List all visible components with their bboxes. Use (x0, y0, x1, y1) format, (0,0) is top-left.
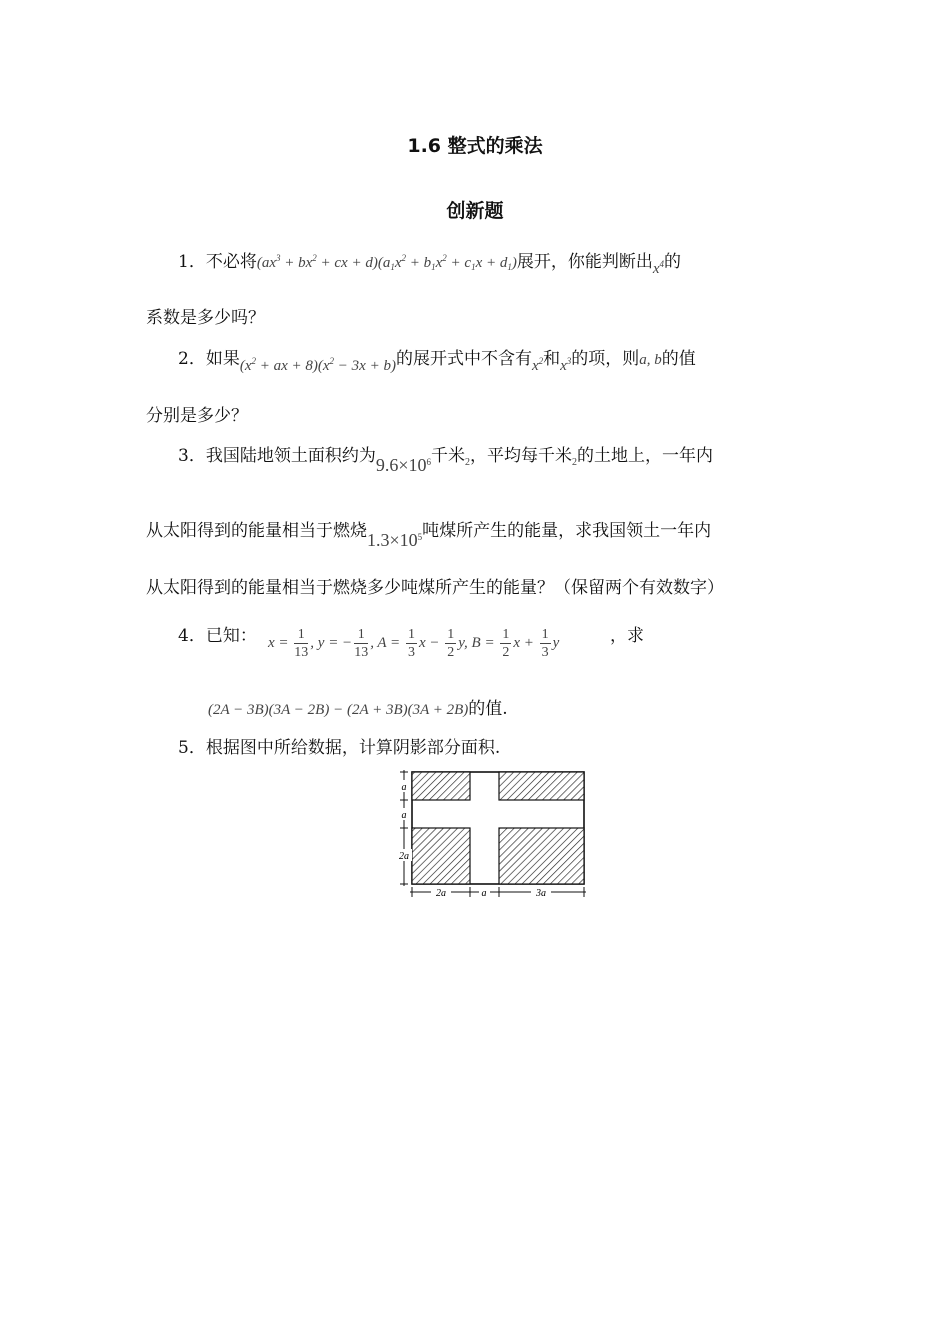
question-1-line-2: 系数是多少吗？ (146, 308, 265, 328)
question-2-prefix: 如果 (205, 349, 240, 369)
bottom-label-1: 2a (436, 888, 446, 899)
page-title: 1.6 整式的乘法 (407, 135, 543, 157)
question-2-line-1 (178, 343, 696, 372)
question-2-end: 的值 (661, 349, 696, 369)
question-1-x4: $x^4$ (652, 259, 665, 277)
question-3-prefix: 我国陆地领土面积约为 (205, 446, 376, 466)
question-2-mid: 的展开式中不含有 (395, 349, 532, 369)
shaded-region-top-left (412, 772, 470, 800)
question-3-comma: ，平均每千米 (469, 446, 572, 466)
question-2-expression: ($x^2$ + ax + $8)(x^2 - 3x + b)$ (239, 356, 396, 374)
question-3-unit: 千米 (430, 446, 465, 466)
shaded-region-bottom-right (499, 828, 584, 884)
question-1-prefix: 不必将 (205, 252, 257, 272)
question-1-mid: 展开，你能判断出 (516, 252, 653, 272)
fraction: $\frac{1}{13}$ (354, 627, 369, 660)
fraction: $\frac{1}{13}$ (294, 627, 309, 660)
question-3-mid: 的土地上，一年内 (576, 446, 713, 466)
question-3-line-3: 从太阳得到的能量相当于燃烧多少吨煤所产生的能量？（保留两个有效数字） (146, 578, 724, 598)
fraction: $\frac{1}{2}$ (447, 627, 455, 660)
question-2-number: 2． (178, 349, 206, 369)
question-2-line-2: 分别是多少？ (146, 406, 248, 426)
question-1-number: 1． (178, 252, 206, 272)
fraction: $\frac{1}{3}$ (407, 627, 415, 660)
fraction: $\frac{1}{3}$ (541, 627, 549, 660)
question-4-line-2 (208, 697, 508, 722)
question-3-line-2 (146, 515, 712, 550)
question-4-number-prefix (178, 624, 257, 648)
question-5-line (178, 736, 500, 760)
question-3-line-2-prefix: 从太阳得到的能量相当于燃烧 (146, 521, 367, 541)
question-5-number: 5． (178, 738, 206, 758)
question-3-line-1: 3．我国陆地领土面积约为$9.6\times 10^6$千米$_2$，平均每千米$_2$的土地上，一年内 (178, 446, 713, 475)
shaded-region-top-right (499, 772, 584, 800)
left-label-2: a (401, 810, 407, 821)
shaded-region-bottom-left (412, 828, 470, 884)
question-4-expression: (2A − 3B)(3A − 2B) − (2A + 3B)(3A + 2B) (208, 702, 469, 718)
question-1-end: 的 (664, 252, 682, 272)
question-2-ab: a, b (639, 352, 662, 368)
question-2-x2: $x^2$ (531, 356, 544, 374)
question-3-line-2-end: 吨煤所产生的能量，求我国领土一年内 (422, 521, 712, 541)
question-3-energy-value: $1.3\times 10^5$ (367, 530, 423, 550)
question-2-x3: $x^3$ (560, 356, 572, 374)
fraction: $\frac{1}{2}$ (502, 627, 510, 660)
question-1-expression: ($ax^3 + bx^2$ + cx + $d)(a_1x^2 + b_1x^2 + c_1x + d_1)$ (256, 253, 517, 272)
question-5-text: 根据图中所给数据，计算阴影部分面积. (205, 738, 501, 758)
question-1-line-1 (178, 246, 681, 279)
question-3-area-value: $9.6\times 10^6$ (375, 455, 431, 475)
shaded-area-figure (393, 765, 593, 901)
question-4-line-2-end: 的值. (468, 699, 508, 719)
question-4-end: ，求 (610, 626, 644, 646)
question-4-prefix: 已知： (205, 626, 257, 646)
bottom-label-3: 3a (536, 888, 546, 899)
question-4-definitions: x = $\frac{1}{13}$ , y = − $\frac{1}{13}$ , A = $\frac{1}{3}$ x − $\frac{1}{2}$ y, B = $\frac{1}{2}$ x + $\frac{1}{3}$ y (268, 627, 560, 660)
left-label-1: a (401, 782, 407, 793)
question-2-and: 和 (543, 349, 561, 369)
question-3-number: 3． (178, 446, 206, 466)
question-4-number: 4． (178, 626, 206, 646)
bottom-label-2: a (481, 888, 487, 899)
left-label-3: 2a (399, 851, 409, 862)
question-2-mid2: 的项，则 (571, 349, 640, 369)
section-subtitle: 创新题 (446, 200, 504, 222)
